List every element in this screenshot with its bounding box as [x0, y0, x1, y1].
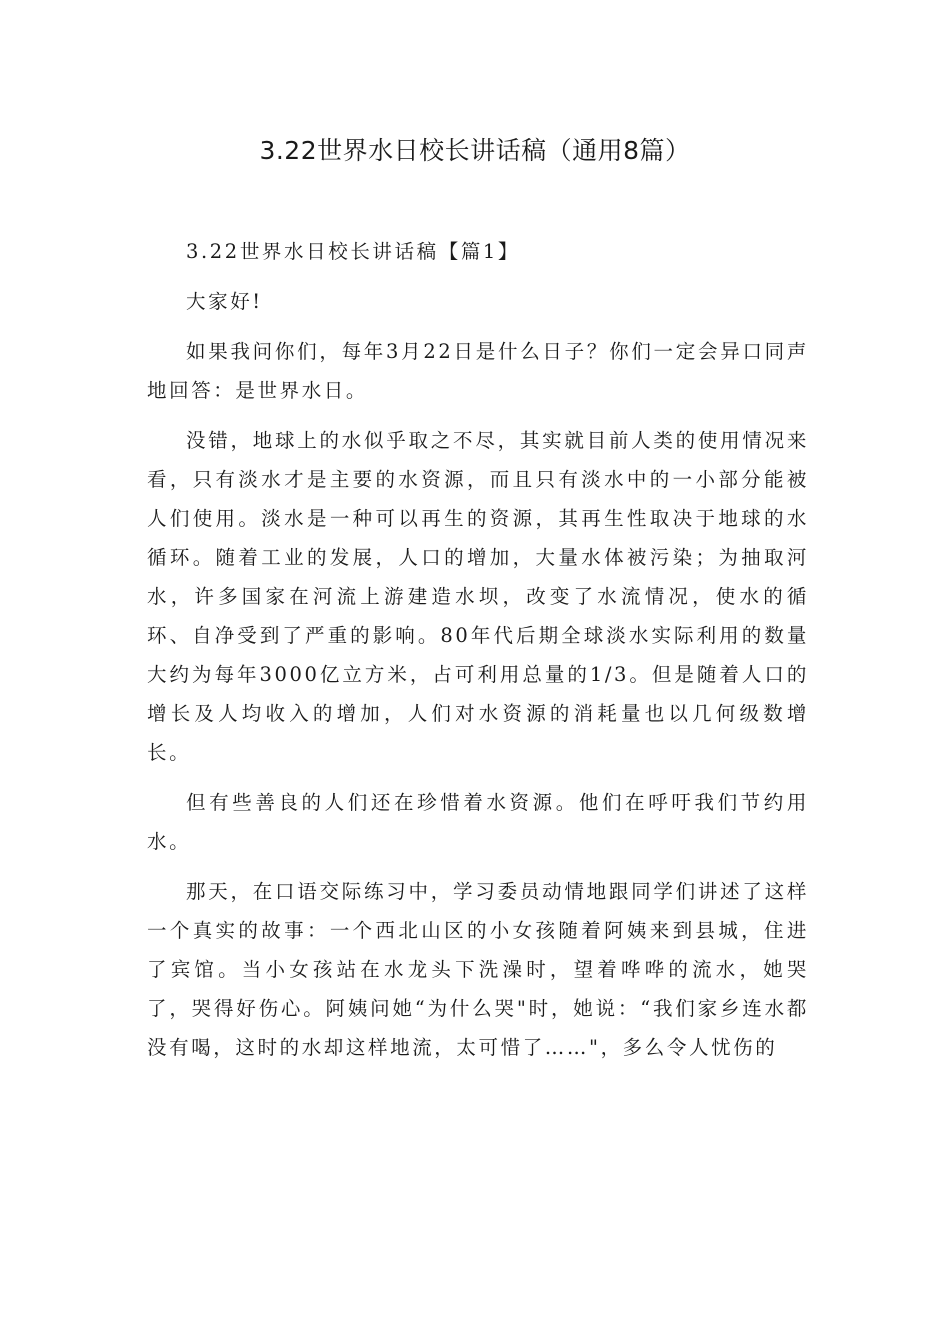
greeting-paragraph: 大家好!	[186, 290, 263, 313]
body-paragraph: 没错，地球上的水似乎取之不尽，其实就目前人类的使用情况来看，只有淡水才是主要的水资源，而且只有淡水中的一小部分能被人们使用。淡水是一种可以再生的资源，其再生性取决于地球的水循环。随着工业的发展，人口的增加，大量水体被污染；为抽取河水，许多国家在河流上游建造水坝，改变了水流情况，使水的循环、自净受到了严重的影响。80年代后期全球淡水实际利用的数量大约为每年3000亿立方米，占可利用总量的1/3。但是随着人口的增长及人均收入的增加，人们对水资源的消耗量也以几何级数增长。	[147, 429, 809, 764]
section-heading: 3.22世界水日校长讲话稿【篇1】	[186, 240, 521, 263]
body-paragraph: 如果我问你们，每年3月22日是什么日子？你们一定会异口同声地回答：是世界水日。	[147, 340, 809, 402]
body-paragraph: 但有些善良的人们还在珍惜着水资源。他们在呼吁我们节约用水。	[147, 791, 809, 853]
document-title: 3.22世界水日校长讲话稿（通用8篇）	[259, 136, 691, 165]
body-paragraph: 那天，在口语交际练习中，学习委员动情地跟同学们讲述了这样一个真实的故事：一个西北山区的小女孩随着阿姨来到县城，住进了宾馆。当小女孩站在水龙头下洗澡时，望着哗哗的流水，她哭了，哭得好伤心。阿姨问她“为什么哭"时，她说：“我们家乡连水都没有喝，这时的水却这样地流，太可惜了……"，多么令人忧伤的	[147, 880, 809, 1059]
document-body	[147, 232, 809, 1078]
